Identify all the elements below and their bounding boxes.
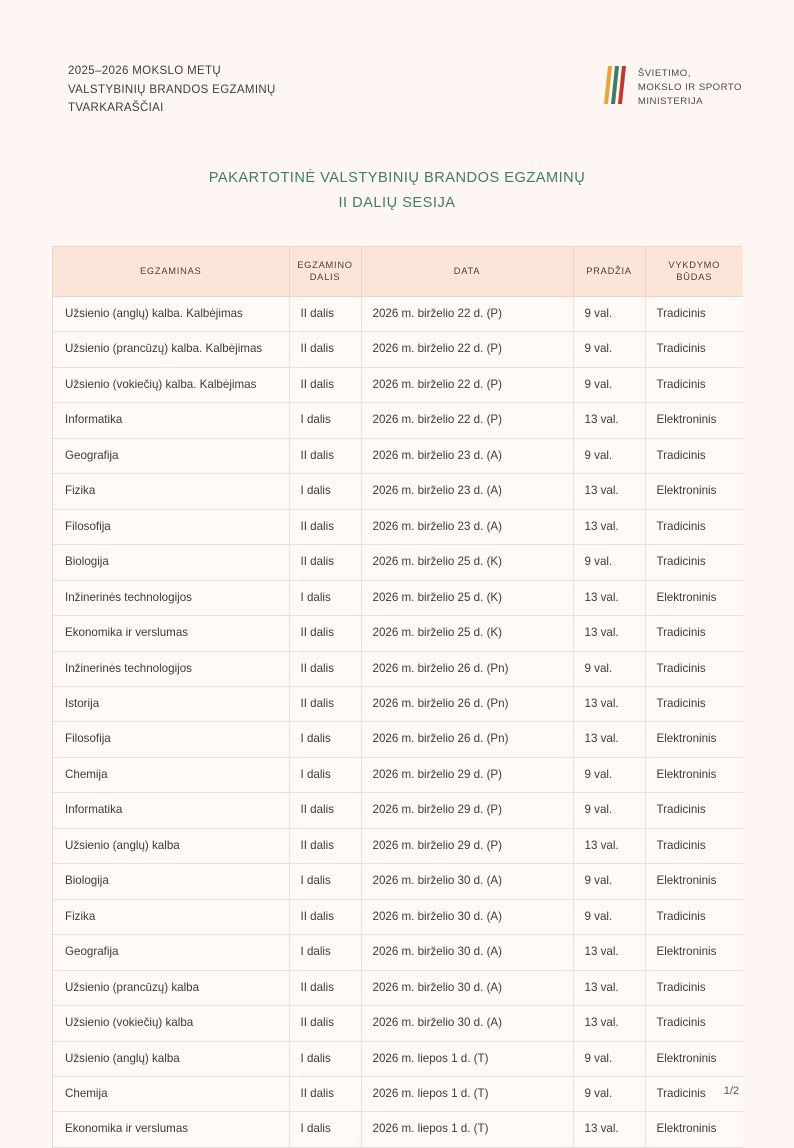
heading-line-2: VALSTYBINIŲ BRANDOS EGZAMINŲ: [68, 83, 276, 96]
column-header-start-label: PRADŽIA: [586, 266, 632, 277]
cell-part: II dalis: [289, 297, 361, 332]
cell-mode: Tradicinis: [645, 1006, 743, 1041]
cell-part: II dalis: [289, 438, 361, 473]
cell-date: 2026 m. birželio 26 d. (Pn): [361, 722, 573, 757]
cell-mode: Elektroninis: [645, 580, 743, 615]
cell-date: 2026 m. birželio 22 d. (P): [361, 297, 573, 332]
table-row: [53, 332, 743, 367]
cell-mode: Elektroninis: [645, 935, 743, 970]
cell-mode: Tradicinis: [645, 367, 743, 402]
table-row: [53, 722, 743, 757]
cell-part: I dalis: [289, 722, 361, 757]
cell-start: 13 val.: [573, 828, 645, 863]
cell-start: 9 val.: [573, 545, 645, 580]
cell-date: 2026 m. birželio 30 d. (A): [361, 935, 573, 970]
page-title-line-2: II DALIŲ SESIJA: [338, 195, 456, 212]
cell-exam: Užsienio (prancūzų) kalba: [53, 970, 289, 1005]
cell-start: 9 val.: [573, 438, 645, 473]
cell-exam: Geografija: [53, 935, 289, 970]
cell-mode: Tradicinis: [645, 332, 743, 367]
cell-date: 2026 m. birželio 25 d. (K): [361, 580, 573, 615]
table-row: [53, 1077, 743, 1112]
cell-mode: Elektroninis: [645, 722, 743, 757]
cell-date: 2026 m. birželio 30 d. (A): [361, 899, 573, 934]
cell-exam: Inžinerinės technologijos: [53, 580, 289, 615]
table-row: [53, 297, 743, 332]
cell-mode: Tradicinis: [645, 687, 743, 722]
column-header-part-line-2: DALIS: [309, 272, 341, 283]
table-row: [53, 367, 743, 402]
ministry-line-2: MOKSLO IR SPORTO: [637, 82, 742, 94]
cell-start: 13 val.: [573, 509, 645, 544]
cell-mode: Tradicinis: [645, 899, 743, 934]
table-row: [53, 403, 743, 438]
cell-part: I dalis: [289, 864, 361, 899]
cell-start: 13 val.: [573, 722, 645, 757]
cell-part: I dalis: [289, 757, 361, 792]
cell-part: II dalis: [289, 367, 361, 402]
cell-start: 9 val.: [573, 1077, 645, 1112]
ministry-line-3: MINISTERIJA: [637, 96, 704, 108]
cell-date: 2026 m. birželio 22 d. (P): [361, 367, 573, 402]
cell-exam: Užsienio (anglų) kalba. Kalbėjimas: [53, 297, 289, 332]
page-title-line-1: PAKARTOTINĖ VALSTYBINIŲ BRANDOS EGZAMINŲ: [208, 169, 586, 186]
cell-part: II dalis: [289, 828, 361, 863]
cell-date: 2026 m. birželio 26 d. (Pn): [361, 651, 573, 686]
column-header-mode-label: VYKDYMO BŪDAS: [668, 259, 721, 283]
ministry-line-1: ŠVIETIMO,: [637, 68, 691, 79]
cell-start: 9 val.: [573, 297, 645, 332]
cell-start: 9 val.: [573, 332, 645, 367]
table-row: [53, 1112, 743, 1147]
page-title: [0, 166, 794, 217]
cell-start: 9 val.: [573, 899, 645, 934]
cell-exam: Chemija: [53, 757, 289, 792]
cell-start: 9 val.: [573, 651, 645, 686]
cell-part: I dalis: [289, 580, 361, 615]
cell-mode: Elektroninis: [645, 1112, 743, 1147]
cell-mode: Tradicinis: [645, 616, 743, 651]
cell-exam: Chemija: [53, 1077, 289, 1112]
cell-mode: Tradicinis: [645, 793, 743, 828]
cell-part: II dalis: [289, 332, 361, 367]
cell-mode: Elektroninis: [645, 757, 743, 792]
table-row: [53, 687, 743, 722]
cell-date: 2026 m. birželio 25 d. (K): [361, 616, 573, 651]
cell-exam: Fizika: [53, 899, 289, 934]
cell-start: 9 val.: [573, 793, 645, 828]
cell-date: 2026 m. birželio 29 d. (P): [361, 757, 573, 792]
cell-part: I dalis: [289, 1112, 361, 1147]
cell-exam: Užsienio (anglų) kalba: [53, 1041, 289, 1076]
schedule-heading: [68, 62, 276, 118]
document-header: [0, 0, 794, 118]
cell-part: II dalis: [289, 509, 361, 544]
cell-part: II dalis: [289, 687, 361, 722]
ministry-name: [638, 64, 742, 110]
cell-exam: Užsienio (prancūzų) kalba. Kalbėjimas: [53, 332, 289, 367]
table-row: [53, 1006, 743, 1041]
table-row: [53, 616, 743, 651]
cell-exam: Fizika: [53, 474, 289, 509]
cell-start: 13 val.: [573, 616, 645, 651]
cell-date: 2026 m. liepos 1 d. (T): [361, 1077, 573, 1112]
cell-mode: Tradicinis: [645, 828, 743, 863]
cell-exam: Užsienio (anglų) kalba: [53, 828, 289, 863]
table-row: [53, 899, 743, 934]
cell-mode: Tradicinis: [645, 545, 743, 580]
cell-part: II dalis: [289, 651, 361, 686]
cell-date: 2026 m. liepos 1 d. (T): [361, 1041, 573, 1076]
cell-start: 13 val.: [573, 474, 645, 509]
column-header-part-line-1: EGZAMINO: [297, 259, 353, 270]
cell-part: II dalis: [289, 545, 361, 580]
table-row: [53, 545, 743, 580]
ministry-flag-icon: [603, 64, 627, 106]
cell-date: 2026 m. birželio 23 d. (A): [361, 474, 573, 509]
cell-mode: Tradicinis: [645, 1077, 743, 1112]
cell-part: I dalis: [289, 935, 361, 970]
cell-mode: Tradicinis: [645, 438, 743, 473]
table-row: [53, 828, 743, 863]
cell-start: 13 val.: [573, 580, 645, 615]
cell-date: 2026 m. birželio 29 d. (P): [361, 828, 573, 863]
exam-schedule-table: [52, 246, 742, 1148]
heading-line-1: 2025–2026 MOKSLO METŲ: [68, 65, 222, 77]
cell-part: I dalis: [289, 1041, 361, 1076]
table-row: [53, 793, 743, 828]
cell-part: II dalis: [289, 1077, 361, 1112]
table-row: [53, 757, 743, 792]
cell-date: 2026 m. birželio 23 d. (A): [361, 509, 573, 544]
cell-exam: Geografija: [53, 438, 289, 473]
cell-date: 2026 m. birželio 26 d. (Pn): [361, 687, 573, 722]
cell-date: 2026 m. birželio 30 d. (A): [361, 864, 573, 899]
cell-start: 9 val.: [573, 1041, 645, 1076]
cell-mode: Elektroninis: [645, 403, 743, 438]
cell-start: 13 val.: [573, 687, 645, 722]
table-row: [53, 474, 743, 509]
table-row: [53, 864, 743, 899]
cell-date: 2026 m. birželio 22 d. (P): [361, 332, 573, 367]
cell-start: 9 val.: [573, 864, 645, 899]
column-header-mode: [645, 247, 743, 297]
cell-date: 2026 m. birželio 22 d. (P): [361, 403, 573, 438]
cell-start: 9 val.: [573, 757, 645, 792]
cell-part: II dalis: [289, 793, 361, 828]
cell-start: 13 val.: [573, 1006, 645, 1041]
cell-start: 13 val.: [573, 970, 645, 1005]
cell-date: 2026 m. liepos 1 d. (T): [361, 1112, 573, 1147]
cell-exam: Informatika: [53, 403, 289, 438]
cell-date: 2026 m. birželio 25 d. (K): [361, 545, 573, 580]
cell-part: II dalis: [289, 1006, 361, 1041]
cell-part: II dalis: [289, 970, 361, 1005]
table-row: [53, 935, 743, 970]
table-row: [53, 509, 743, 544]
column-header-date-label: DATA: [453, 266, 481, 277]
cell-part: II dalis: [289, 616, 361, 651]
table-row: [53, 970, 743, 1005]
cell-exam: Filosofija: [53, 722, 289, 757]
cell-date: 2026 m. birželio 30 d. (A): [361, 970, 573, 1005]
cell-exam: Informatika: [53, 793, 289, 828]
column-header-exam-label: EGZAMINAS: [139, 266, 202, 277]
table-header-row: [53, 247, 743, 297]
cell-mode: Elektroninis: [645, 474, 743, 509]
cell-date: 2026 m. birželio 30 d. (A): [361, 1006, 573, 1041]
ministry-logo: [603, 62, 742, 110]
column-header-date: [361, 247, 573, 297]
table-row: [53, 438, 743, 473]
table-row: [53, 1041, 743, 1076]
cell-start: 9 val.: [573, 367, 645, 402]
cell-exam: Ekonomika ir verslumas: [53, 1112, 289, 1147]
cell-mode: Elektroninis: [645, 1041, 743, 1076]
cell-start: 13 val.: [573, 935, 645, 970]
cell-exam: Filosofija: [53, 509, 289, 544]
cell-part: I dalis: [289, 474, 361, 509]
column-header-exam: [53, 247, 289, 297]
heading-line-3: TVARKARAŠČIAI: [68, 102, 164, 115]
table-row: [53, 651, 743, 686]
cell-exam: Biologija: [53, 545, 289, 580]
cell-start: 13 val.: [573, 403, 645, 438]
column-header-start: [573, 247, 645, 297]
cell-mode: Tradicinis: [645, 651, 743, 686]
cell-exam: Inžinerinės technologijos: [53, 651, 289, 686]
cell-mode: Tradicinis: [645, 970, 743, 1005]
cell-date: 2026 m. birželio 23 d. (A): [361, 438, 573, 473]
cell-mode: Elektroninis: [645, 864, 743, 899]
cell-part: II dalis: [289, 899, 361, 934]
cell-mode: Tradicinis: [645, 297, 743, 332]
page-number: 1/2: [723, 1085, 739, 1097]
cell-exam: Istorija: [53, 687, 289, 722]
column-header-part: [289, 247, 361, 297]
cell-exam: Užsienio (vokiečių) kalba. Kalbėjimas: [53, 367, 289, 402]
cell-date: 2026 m. birželio 29 d. (P): [361, 793, 573, 828]
cell-exam: Ekonomika ir verslumas: [53, 616, 289, 651]
cell-start: 13 val.: [573, 1112, 645, 1147]
cell-exam: Užsienio (vokiečių) kalba: [53, 1006, 289, 1041]
cell-exam: Biologija: [53, 864, 289, 899]
table-row: [53, 580, 743, 615]
cell-part: I dalis: [289, 403, 361, 438]
cell-mode: Tradicinis: [645, 509, 743, 544]
